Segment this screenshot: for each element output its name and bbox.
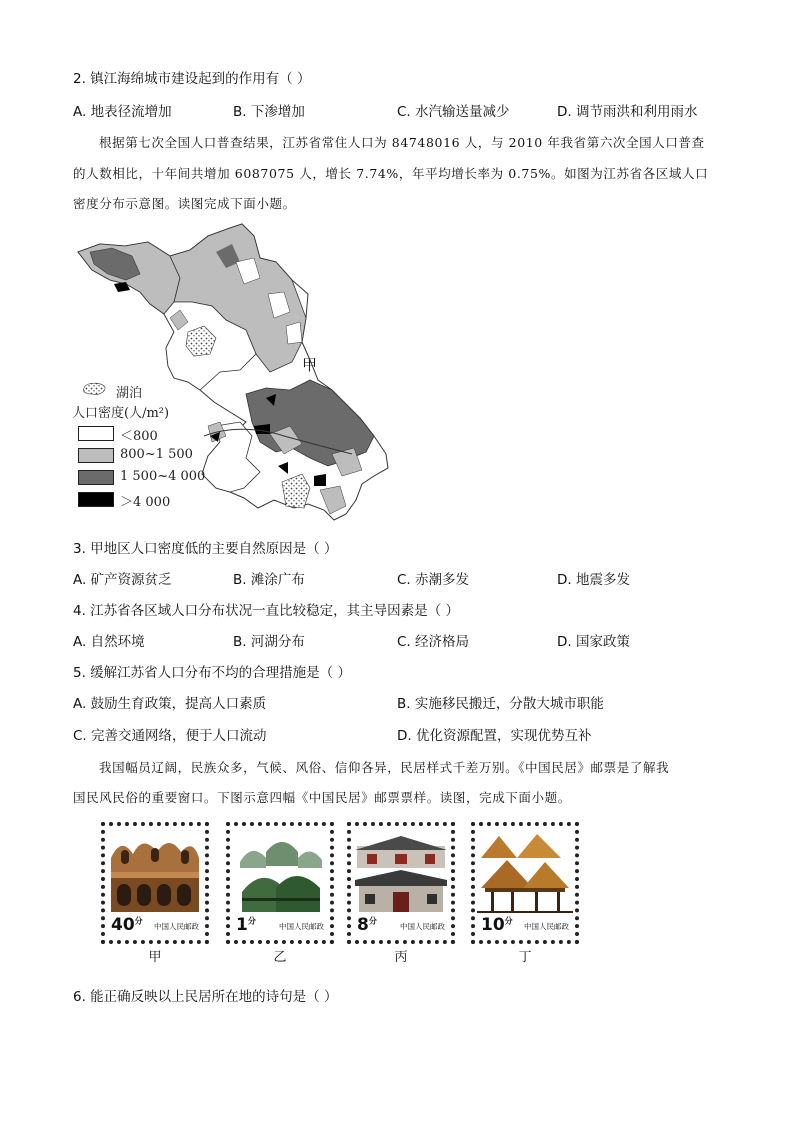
stamp-jia-value: $40^分$ [111, 915, 143, 935]
stamp-yi-value: $1^分$ [236, 915, 256, 935]
q2-option-a: A. 地表径流增加 [73, 104, 172, 120]
q5-option-a: A. 鼓励生育政策，提高人口素质 [73, 696, 267, 712]
passage2-line-2: 国民风民俗的重要窗口。下图示意四幅《中国民居》邮票票样。读图，完成下面小题。 [73, 790, 571, 805]
q3-option-c: C. 赤潮多发 [397, 572, 470, 588]
q2-option-c: C. 水汽输送量减少 [397, 104, 510, 120]
q3-option-b: B. 滩涂广布 [233, 572, 305, 588]
q3-option-a: A. 矿产资源贫乏 [73, 572, 172, 588]
q2-stem: 2. 镇江海绵城市建设起到的作用有（ ） [73, 71, 311, 87]
passage2-line-1: 我国幅员辽阔，民族众多，气候、风俗、信仰各异，民居样式千差万别。《中国民居》邮票是了解我 [99, 760, 670, 775]
q6-stem: 6. 能正确反映以上民居所在地的诗句是（ ） [73, 989, 338, 1005]
legend-swatch-800-1500 [78, 448, 114, 463]
q3-stem: 3. 甲地区人口密度低的主要自然原因是（ ） [73, 541, 338, 557]
map-label-jia: 甲 [302, 356, 318, 374]
legend-swatch-gt4000 [78, 492, 114, 507]
q4-option-b: B. 河湖分布 [233, 634, 305, 650]
legend-label-800-1500: 800~1 500 [120, 447, 193, 462]
white-patch-n3 [286, 322, 302, 344]
stamp-ding-post: 中国人民邮政 [524, 922, 569, 931]
q5-stem: 5. 缓解江苏省人口分布不均的合理措施是（ ） [73, 665, 351, 681]
stamp-yi-post: 中国人民邮政 [279, 922, 324, 931]
region-gt4000-s5 [314, 474, 326, 486]
stamp-bing-value: $8^分$ [357, 915, 377, 935]
legend-lake-label: 湖泊 [116, 386, 143, 401]
stamp-jia-post: 中国人民邮政 [154, 922, 199, 931]
legend-label-lt800: ＜800 [120, 429, 158, 444]
q4-stem: 4. 江苏省各区域人口分布状况一直比较稳定，其主导因素是（ ） [73, 603, 459, 619]
legend-swatch-lt800 [78, 426, 114, 441]
q2-option-b: B. 下渗增加 [233, 104, 305, 120]
legend-label-gt4000: ＞4 000 [120, 495, 171, 510]
q5-option-b: B. 实施移民搬迁，分散大城市职能 [397, 696, 604, 712]
q5-option-d: D. 优化资源配置，实现优势互补 [397, 728, 592, 744]
q3-option-d: D. 地震多发 [557, 572, 630, 588]
stamp-label-ding: 丁 [518, 950, 532, 965]
q4-option-c: C. 经济格局 [397, 634, 470, 650]
stamp-ding [471, 822, 579, 944]
passage1-line-3: 密度分布示意图。读图完成下面小题。 [73, 196, 296, 211]
stamp-label-bing: 丙 [394, 950, 408, 965]
passage1-line-1: 根据第七次全国人口普查结果，江苏省常住人口为 84748016 人，与 2010 年我省第六次全国人口普查 [99, 135, 705, 150]
legend-swatch-1500-4000 [78, 470, 114, 485]
legend-title: 人口密度(人/m²) [72, 406, 170, 421]
stamp-label-jia: 甲 [148, 950, 162, 965]
q2-option-d: D. 调节雨洪和利用雨水 [557, 104, 698, 120]
stamp-yi [226, 822, 334, 944]
stamp-ding-value: $10^分$ [481, 915, 513, 935]
stamp-jia [101, 822, 209, 944]
jiangsu-population-density-map [70, 222, 395, 522]
legend-lake-icon [83, 383, 105, 394]
legend-label-1500-4000: 1 500~4 000 [120, 469, 206, 484]
stamp-label-yi: 乙 [273, 950, 287, 965]
q5-option-c: C. 完善交通网络，便于人口流动 [73, 728, 267, 744]
map-svg [70, 222, 395, 522]
stamp-bing [347, 822, 455, 944]
q4-option-d: D. 国家政策 [557, 634, 630, 650]
q4-option-a: A. 自然环境 [73, 634, 145, 650]
passage1-line-2: 的人数相比，十年间共增加 6087075 人，增长 7.74%，年平均增长率为 0.75%。如图为江苏省各区域人口 [73, 166, 709, 181]
stamp-bing-post: 中国人民邮政 [400, 922, 445, 931]
